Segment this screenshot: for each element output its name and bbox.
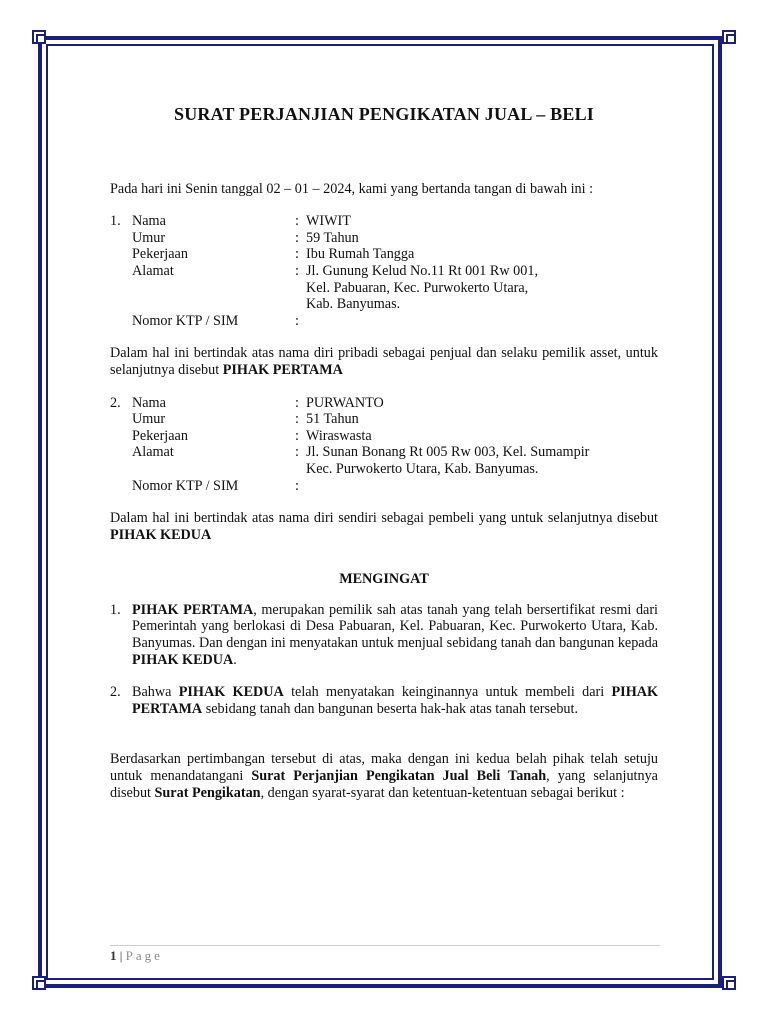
field-value: 59 Tahun [306,229,359,246]
field-label: Alamat [132,262,174,279]
party-1-id-row: Nomor KTP / SIM : [110,313,658,330]
section-heading: MENGINGAT [339,571,429,588]
party-1-number: 1. [110,213,121,230]
closing-paragraph: Berdasarkan pertimbangan tersebut di atas, maka dengan ini kedua belah pihak telah setuju untuk menandatangani Surat Perjanjian Pengikatan Jual Beli Tanah, yang selanjutnya disebut Surat Pengikatan, dengan syarat-syarat dan ketentuan-ketentuan sebagai berikut : [110,751,658,801]
field-value: Ibu Rumah Tangga [306,246,415,263]
intro-paragraph: Pada hari ini Senin tanggal 02 – 01 – 2024, kami yang bertanda tangan di bawah ini : [110,180,594,197]
field-label: Umur [132,411,166,428]
page-label: Page [125,948,163,963]
corner-ornament-top-left [32,30,46,44]
party-2-number: 2. [110,394,121,411]
field-label: Pekerjaan [132,246,188,263]
party-1-statement: Dalam hal ini bertindak atas nama diri pribadi sebagai penjual dan selaku pemilik asset, untuk selanjutnya disebut PIHAK PERTAMA [110,345,658,378]
list-item: 1. PIHAK PERTAMA, merupakan pemilik sah atas tanah yang telah bersertifikat resmi dari Pemerintah yang berlokasi di Desa Pabuaran, Kel. Pabuaran, Kec. Purwokerto Utara, Kab. Banyumas. Dan dengan ini menyatakan untuk menjual sebidang tanah dan bangunan kepada PIHAK KEDUA. [110,601,658,668]
document-body [110,100,658,801]
field-value [306,478,658,495]
list-item: 2. Bahwa PIHAK KEDUA telah menyatakan keinginannya untuk membeli dari PIHAK PERTAMA sebidang tanah dan bangunan beserta hak-hak atas tanah tersebut. [110,684,659,717]
page-footer [110,948,163,964]
party-2-name-row: 2. Nama : PURWANTO [110,395,658,412]
document-title: SURAT PERJANJIAN PENGIKATAN JUAL – BELI [173,104,595,124]
party-1-occupation-row: Pekerjaan : Ibu Rumah Tangga [110,246,658,263]
field-value: Wiraswasta [306,427,372,444]
field-label: Pekerjaan [132,427,188,444]
field-value: Jl. Sunan Bonang Rt 005 Rw 003, Kel. Sumampir Kec. Purwokerto Utara, Kab. Banyumas. [306,444,590,477]
field-label: Nomor KTP / SIM [132,477,239,494]
party-1-address-row: Alamat : Jl. Gunung Kelud No.11 Rt 001 Rw 001, Kel. Pabuaran, Kec. Purwokerto Utara, Kab. Banyumas. [110,263,658,313]
corner-ornament-top-right [722,30,736,44]
party-1-details [110,213,658,329]
party-1-age-row: Umur : 59 Tahun [110,230,658,247]
footer-divider [110,945,660,946]
corner-ornament-bottom-left [32,976,46,990]
party-2-statement: Dalam hal ini bertindak atas nama diri sendiri sebagai pembeli yang untuk selanjutnya disebut PIHAK KEDUA [110,510,658,543]
party-2-age-row: Umur : 51 Tahun [110,411,658,428]
field-value: PURWANTO [306,394,384,411]
field-value: WIWIT [306,213,351,230]
party-2-details [110,395,658,495]
field-label: Nama [132,213,166,230]
field-value [306,313,658,330]
page-number: 1 [110,948,117,963]
field-label: Nomor KTP / SIM [132,312,239,329]
party-2-occupation-row: Pekerjaan : Wiraswasta [110,428,658,445]
field-label: Alamat [132,444,174,461]
field-label: Nama [132,394,166,411]
party-2-address-row: Alamat : Jl. Sunan Bonang Rt 005 Rw 003, Kel. Sumampir Kec. Purwokerto Utara, Kab. Banyumas. [110,444,658,477]
field-value: 51 Tahun [306,411,359,428]
party-1-name-row: 1. Nama : WIWIT [110,213,658,230]
field-value: Jl. Gunung Kelud No.11 Rt 001 Rw 001, Kel. Pabuaran, Kec. Purwokerto Utara, Kab. Banyumas. [306,262,538,313]
party-2-id-row: Nomor KTP / SIM : [110,478,658,495]
field-label: Umur [132,229,166,246]
corner-ornament-bottom-right [722,976,736,990]
footer-separator: | [116,948,126,963]
